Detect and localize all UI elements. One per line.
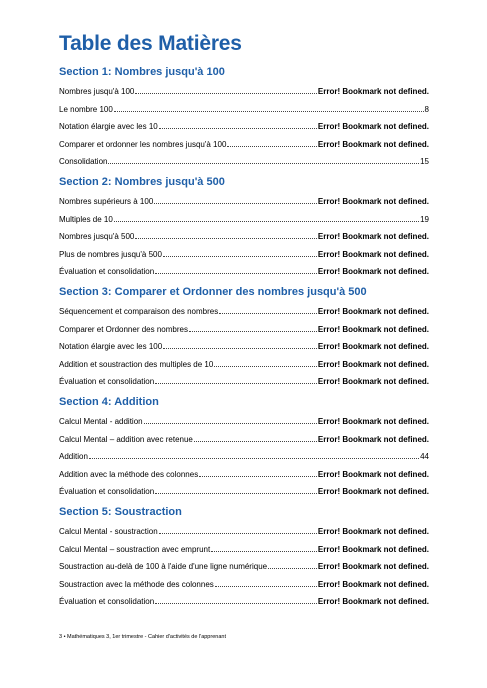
toc-entry-label: Consolidation xyxy=(59,157,108,166)
toc-entry[interactable] xyxy=(59,579,429,590)
toc-entry-label: Calcul Mental - addition xyxy=(59,417,143,426)
bookmark-error-text: Error! Bookmark not defined. xyxy=(317,139,429,149)
toc-entry-label: Notation élargie avec les 10 xyxy=(59,122,158,131)
bookmark-error-text: Error! Bookmark not defined. xyxy=(317,307,429,316)
bookmark-error-text: Error! Bookmark not defined. xyxy=(317,267,429,276)
toc-entry[interactable] xyxy=(59,544,429,555)
dot-leader xyxy=(219,306,317,314)
dot-leader xyxy=(163,341,317,349)
toc-entry[interactable] xyxy=(59,341,429,352)
dot-leader xyxy=(155,266,317,274)
toc-entry[interactable] xyxy=(59,196,429,207)
toc-entry-label: Addition avec la méthode des colonnes xyxy=(59,469,199,479)
toc-entry[interactable] xyxy=(59,249,429,260)
toc-entry-label: Comparer et Ordonner des nombres xyxy=(59,324,188,334)
dot-leader xyxy=(155,596,317,604)
toc-entry[interactable] xyxy=(59,561,429,572)
section-heading: Section 5: Soustraction xyxy=(59,506,182,518)
bookmark-error-text: Error! Bookmark not defined. xyxy=(317,342,429,351)
toc-entry[interactable] xyxy=(59,121,429,132)
toc-entry[interactable] xyxy=(59,526,429,537)
toc-entry[interactable] xyxy=(59,451,429,462)
page-number: 19 xyxy=(420,214,429,224)
toc-entry[interactable] xyxy=(59,306,429,317)
toc-entry[interactable] xyxy=(59,156,429,167)
dot-leader xyxy=(215,579,317,587)
toc-entry-label: Calcul Mental – soustraction avec emprunt xyxy=(59,544,211,554)
dot-leader xyxy=(163,249,317,257)
toc-entry[interactable] xyxy=(59,324,429,335)
toc-entry[interactable] xyxy=(59,596,429,607)
toc-entry[interactable] xyxy=(59,231,429,242)
section-heading: Section 3: Comparer et Ordonner des nombres jusqu'à 500 xyxy=(59,286,367,298)
page-title: Table des Matières xyxy=(59,32,242,55)
page-number: 15 xyxy=(420,157,429,166)
toc-entry-label: Soustraction au-delà de 100 à l'aide d'une ligne numérique xyxy=(59,562,268,571)
toc-entry-label: Multiples de 10 xyxy=(59,214,113,224)
toc-entry-label: Nombres jusqu'à 500 xyxy=(59,232,135,241)
dot-leader xyxy=(159,526,317,534)
dot-leader xyxy=(155,376,317,384)
bookmark-error-text: Error! Bookmark not defined. xyxy=(317,562,429,571)
bookmark-error-text: Error! Bookmark not defined. xyxy=(317,197,429,206)
dot-leader xyxy=(108,156,419,164)
page-number: 44 xyxy=(420,452,429,461)
toc-entry-label: Évaluation et consolidation xyxy=(59,267,155,276)
dot-leader xyxy=(114,104,424,112)
bookmark-error-text: Error! Bookmark not defined. xyxy=(317,579,429,589)
toc-entry[interactable] xyxy=(59,434,429,445)
toc-entry[interactable] xyxy=(59,469,429,480)
dot-leader xyxy=(268,561,317,569)
toc-entry-label: Plus de nombres jusqu'à 500 xyxy=(59,249,162,259)
toc-entry-label: Évaluation et consolidation xyxy=(59,487,155,496)
toc-entry[interactable] xyxy=(59,486,429,497)
toc-entry-label: Addition xyxy=(59,452,88,461)
toc-entry[interactable] xyxy=(59,104,429,115)
toc-entry-label: Évaluation et consolidation xyxy=(59,377,155,386)
dot-leader xyxy=(159,121,317,129)
bookmark-error-text: Error! Bookmark not defined. xyxy=(317,527,429,536)
bookmark-error-text: Error! Bookmark not defined. xyxy=(317,232,429,241)
bookmark-error-text: Error! Bookmark not defined. xyxy=(317,434,429,444)
bookmark-error-text: Error! Bookmark not defined. xyxy=(317,249,429,259)
toc-entry-label: Séquencement et comparaison des nombres xyxy=(59,307,219,316)
toc-entry[interactable] xyxy=(59,214,429,225)
dot-leader xyxy=(227,139,316,147)
toc-entry-label: Le nombre 100 xyxy=(59,104,113,114)
toc-entry[interactable] xyxy=(59,266,429,277)
dot-leader xyxy=(211,544,317,552)
dot-leader xyxy=(135,231,317,239)
toc-entry-label: Nombres jusqu'à 100 xyxy=(59,87,135,96)
section-heading: Section 1: Nombres jusqu'à 100 xyxy=(59,66,225,78)
dot-leader xyxy=(194,434,317,442)
toc-entry-label: Addition et soustraction des multiples de 10 xyxy=(59,359,214,369)
toc-entry[interactable] xyxy=(59,376,429,387)
bookmark-error-text: Error! Bookmark not defined. xyxy=(317,469,429,479)
bookmark-error-text: Error! Bookmark not defined. xyxy=(317,122,429,131)
section-heading: Section 4: Addition xyxy=(59,396,159,408)
bookmark-error-text: Error! Bookmark not defined. xyxy=(317,87,429,96)
bookmark-error-text: Error! Bookmark not defined. xyxy=(317,597,429,606)
dot-leader xyxy=(114,214,419,222)
dot-leader xyxy=(135,86,317,94)
toc-entry[interactable] xyxy=(59,139,429,150)
bookmark-error-text: Error! Bookmark not defined. xyxy=(317,487,429,496)
dot-leader xyxy=(189,324,317,332)
page-footer: 3 • Mathématiques 3, 1er trimestre - Cahier d'activités de l'apprenant xyxy=(59,634,226,640)
bookmark-error-text: Error! Bookmark not defined. xyxy=(317,377,429,386)
toc-entry-label: Calcul Mental – addition avec retenue xyxy=(59,434,193,444)
toc-entry-label: Comparer et ordonner les nombres jusqu'à 100 xyxy=(59,139,227,149)
bookmark-error-text: Error! Bookmark not defined. xyxy=(317,324,429,334)
toc-entry-label: Calcul Mental - soustraction xyxy=(59,527,158,536)
bookmark-error-text: Error! Bookmark not defined. xyxy=(317,417,429,426)
toc-entry[interactable] xyxy=(59,359,429,370)
toc-entry-label: Évaluation et consolidation xyxy=(59,597,155,606)
toc-entry[interactable] xyxy=(59,86,429,97)
dot-leader xyxy=(89,451,419,459)
bookmark-error-text: Error! Bookmark not defined. xyxy=(317,359,429,369)
dot-leader xyxy=(199,469,317,477)
dot-leader xyxy=(144,416,317,424)
section-heading: Section 2: Nombres jusqu'à 500 xyxy=(59,176,225,188)
toc-entry-label: Nombres supérieurs à 100 xyxy=(59,197,154,206)
toc-entry-label: Notation élargie avec les 100 xyxy=(59,342,163,351)
page-number: 8 xyxy=(424,104,429,114)
bookmark-error-text: Error! Bookmark not defined. xyxy=(317,544,429,554)
dot-leader xyxy=(154,196,317,204)
dot-leader xyxy=(214,359,317,367)
toc-entry[interactable] xyxy=(59,416,429,427)
dot-leader xyxy=(155,486,317,494)
toc-entry-label: Soustraction avec la méthode des colonnes xyxy=(59,579,214,589)
